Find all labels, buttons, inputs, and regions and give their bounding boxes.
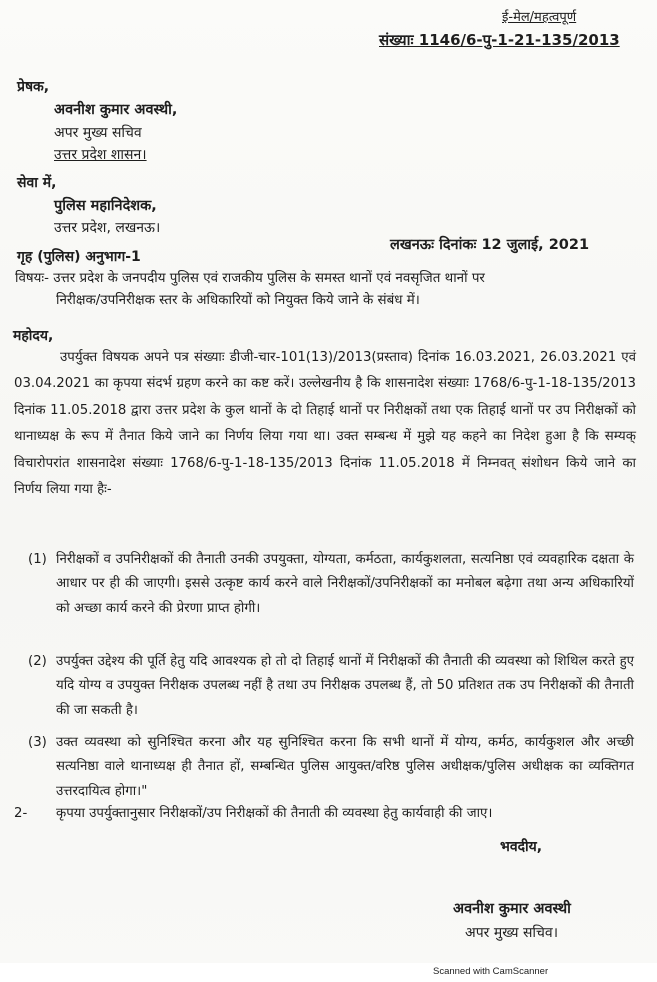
email-mark: ई-मेल/महत्वपूर्ण [502,10,577,25]
point-text: उपर्युक्त उद्देश्य की पूर्ति हेतु यदि आवश्यक हो तो दो तिहाई थानों में निरीक्षकों की तैनाती की व्यवस्था को शिथिल करते हुए यदि योग्य व उपयुक्त निरीक्षक उपलब्ध नहीं है तथा उप निरीक्षक उपलब्ध हैं, तो 50 प्रतिशत तक उप निरीक्षकों की तैनाती की जा सकती है। [56,654,634,718]
closing: भवदीय, [500,839,543,855]
salutation: महोदय, [13,328,54,344]
scanner-watermark: Scanned with CamScanner [433,966,549,977]
point-1 [28,548,636,638]
point-number: (1) [28,552,47,567]
para-2-text: कृपया उपर्युक्तानुसार निरीक्षकों/उप निरीक्षकों की तैनाती की व्यवस्था हेतु कार्यवाही की जाए। [56,806,493,821]
point-text: उक्त व्यवस्था को सुनिश्चित करना और यह सुनिश्चित करना कि सभी थानों में योग्य, कर्मठ, कार्यकुशल और अच्छी सत्यनिष्ठा वाले थानाध्यक्ष ही तैनात हों, सम्बन्धित पुलिस आयुक्त/वरिष्ठ पुलिस अधीक्षक/पुलिस अधीक्षक का व्यक्तिगत उत्तरदायित्व होगा।" [56,735,634,799]
body-paragraph: उपर्युक्त विषयक अपने पत्र संख्याः डीजी-चार-101(13)/2013(प्रस्ताव) दिनांक 16.03.2021, 26.03.2021 एवं 03.04.2021 का कृपया संदर्भ ग्रहण करने का कष्ट करें। उल्लेखनीय है कि शासनादेश संख्याः 1768/6-पु-1-18-135/2013 दिनांक 11.05.2018 द्वारा उत्तर प्रदेश के कुल थानों के दो तिहाई थानों पर निरीक्षकों तथा एक तिहाई थानों पर उप निरीक्षकों को थानाध्यक्ष के रूप में तैनात किये जाने का निर्णय लिया गया था। उक्त सम्बन्ध में मुझे यह कहने का निदेश हुआ है कि सम्यक् विचारोपरांत शासनादेश संख्याः 1768/6-पु-1-18-135/2013 दिनांक 11.05.2018 में निम्नवत् संशोधन किये जाने का निर्णय लिया गया हैः- [14,350,636,498]
sender-name: अवनीश कुमार अवस्थी, [54,102,178,118]
date-line: लखनऊः दिनांकः 12 जुलाई, 2021 [390,237,590,253]
signature-designation: अपर मुख्य सचिव। [465,925,559,941]
point-2 [28,650,636,725]
sender-office: उत्तर प्रदेश शासन। [54,147,147,163]
para-2-number: 2- [14,806,28,821]
sender-label: प्रेषक, [17,79,50,95]
recipient-label: सेवा में, [17,175,57,191]
point-3 [28,731,636,806]
sender-designation: अपर मुख्य सचिव [54,125,142,141]
scan-footer [0,963,657,982]
signature-name: अवनीश कुमार अवस्थी [453,901,571,917]
recipient-name: पुलिस महानिदेशक, [54,198,157,214]
subject-line-1: विषयः- उत्तर प्रदेश के जनपदीय पुलिस एवं राजकीय पुलिस के समस्त थानों एवं नवसृजित थानों पर [15,271,485,286]
recipient-place: उत्तर प्रदेश, लखनऊ। [54,220,161,236]
section-label: गृह (पुलिस) अनुभाग-1 [17,249,141,265]
reference-number: संख्याः 1146/6-पु-1-21-135/2013 [379,31,620,49]
point-number: (3) [28,735,47,750]
point-text: निरीक्षकों व उपनिरीक्षकों की तैनाती उनकी उपयुक्ता, योग्यता, कर्मठता, कार्यकुशलता, सत्यनिष्ठा एवं व्यवहारिक दक्षता के आधार पर ही की जाएगी। इससे उत्कृष्ट कार्य करने वाले निरीक्षकों/उपनिरीक्षकों का मनोबल बढ़ेगा तथा अन्य अधिकारियों को अच्छा कार्य करने की प्रेरणा प्राप्त होगी। [56,552,634,616]
point-number: (2) [28,654,47,669]
subject-line-2: निरीक्षक/उपनिरीक्षक स्तर के अधिकारियों को नियुक्त किये जाने के संबंध में। [56,293,420,308]
